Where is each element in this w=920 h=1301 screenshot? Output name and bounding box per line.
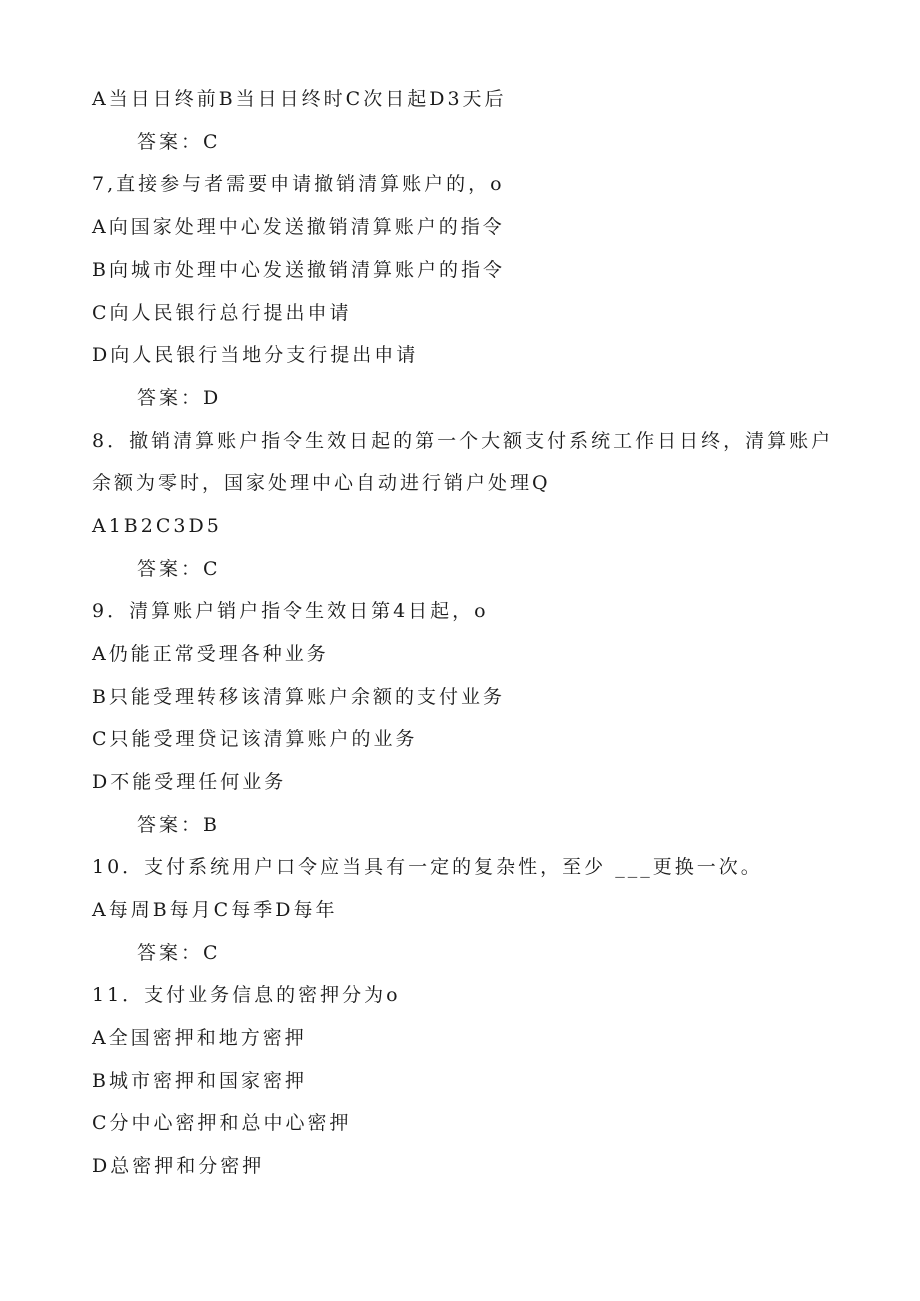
- option-line: B只能受理转移该清算账户余额的支付业务: [92, 686, 505, 708]
- question-line: 7,直接参与者需要申请撤销清算账户的，o: [92, 173, 505, 195]
- option-line: A全国密押和地方密押: [92, 1027, 307, 1049]
- options-line: A当日日终前B当日日终时C次日起D3天后: [92, 88, 507, 110]
- option-line: C分中心密押和总中心密押: [92, 1112, 352, 1134]
- option-line: D总密押和分密押: [92, 1155, 265, 1177]
- answer-line: 答案：C: [137, 558, 221, 580]
- option-line: A仍能正常受理各种业务: [92, 643, 329, 665]
- question-line: 9．清算账户销户指令生效日第4日起，o: [92, 600, 489, 622]
- option-line: C向人民银行总行提出申请: [92, 302, 352, 324]
- options-line: A每周B每月C每季D每年: [92, 899, 338, 921]
- option-line: C只能受理贷记该清算账户的业务: [92, 728, 418, 750]
- question-line: 10．支付系统用户口令应当具有一定的复杂性，至少 ___更换一次。: [92, 856, 763, 878]
- answer-line: 答案：C: [137, 131, 221, 153]
- option-line: B城市密押和国家密押: [92, 1070, 307, 1092]
- option-line: A向国家处理中心发送撤销清算账户的指令: [92, 216, 505, 238]
- answer-line: 答案：B: [137, 814, 220, 836]
- option-line: D向人民银行当地分支行提出申请: [92, 344, 419, 366]
- answer-line: 答案：D: [137, 387, 222, 409]
- options-line: A1B2C3D5: [92, 515, 222, 537]
- question-line: 11．支付业务信息的密押分为o: [92, 984, 401, 1006]
- question-line-continued: 余额为零时，国家处理中心自动进行销户处理Q: [92, 472, 551, 494]
- question-line: 8．撤销清算账户指令生效日起的第一个大额支付系统工作日日终，清算账户: [92, 430, 834, 452]
- option-line: B向城市处理中心发送撤销清算账户的指令: [92, 259, 505, 281]
- answer-line: 答案：C: [137, 942, 221, 964]
- option-line: D不能受理任何业务: [92, 771, 287, 793]
